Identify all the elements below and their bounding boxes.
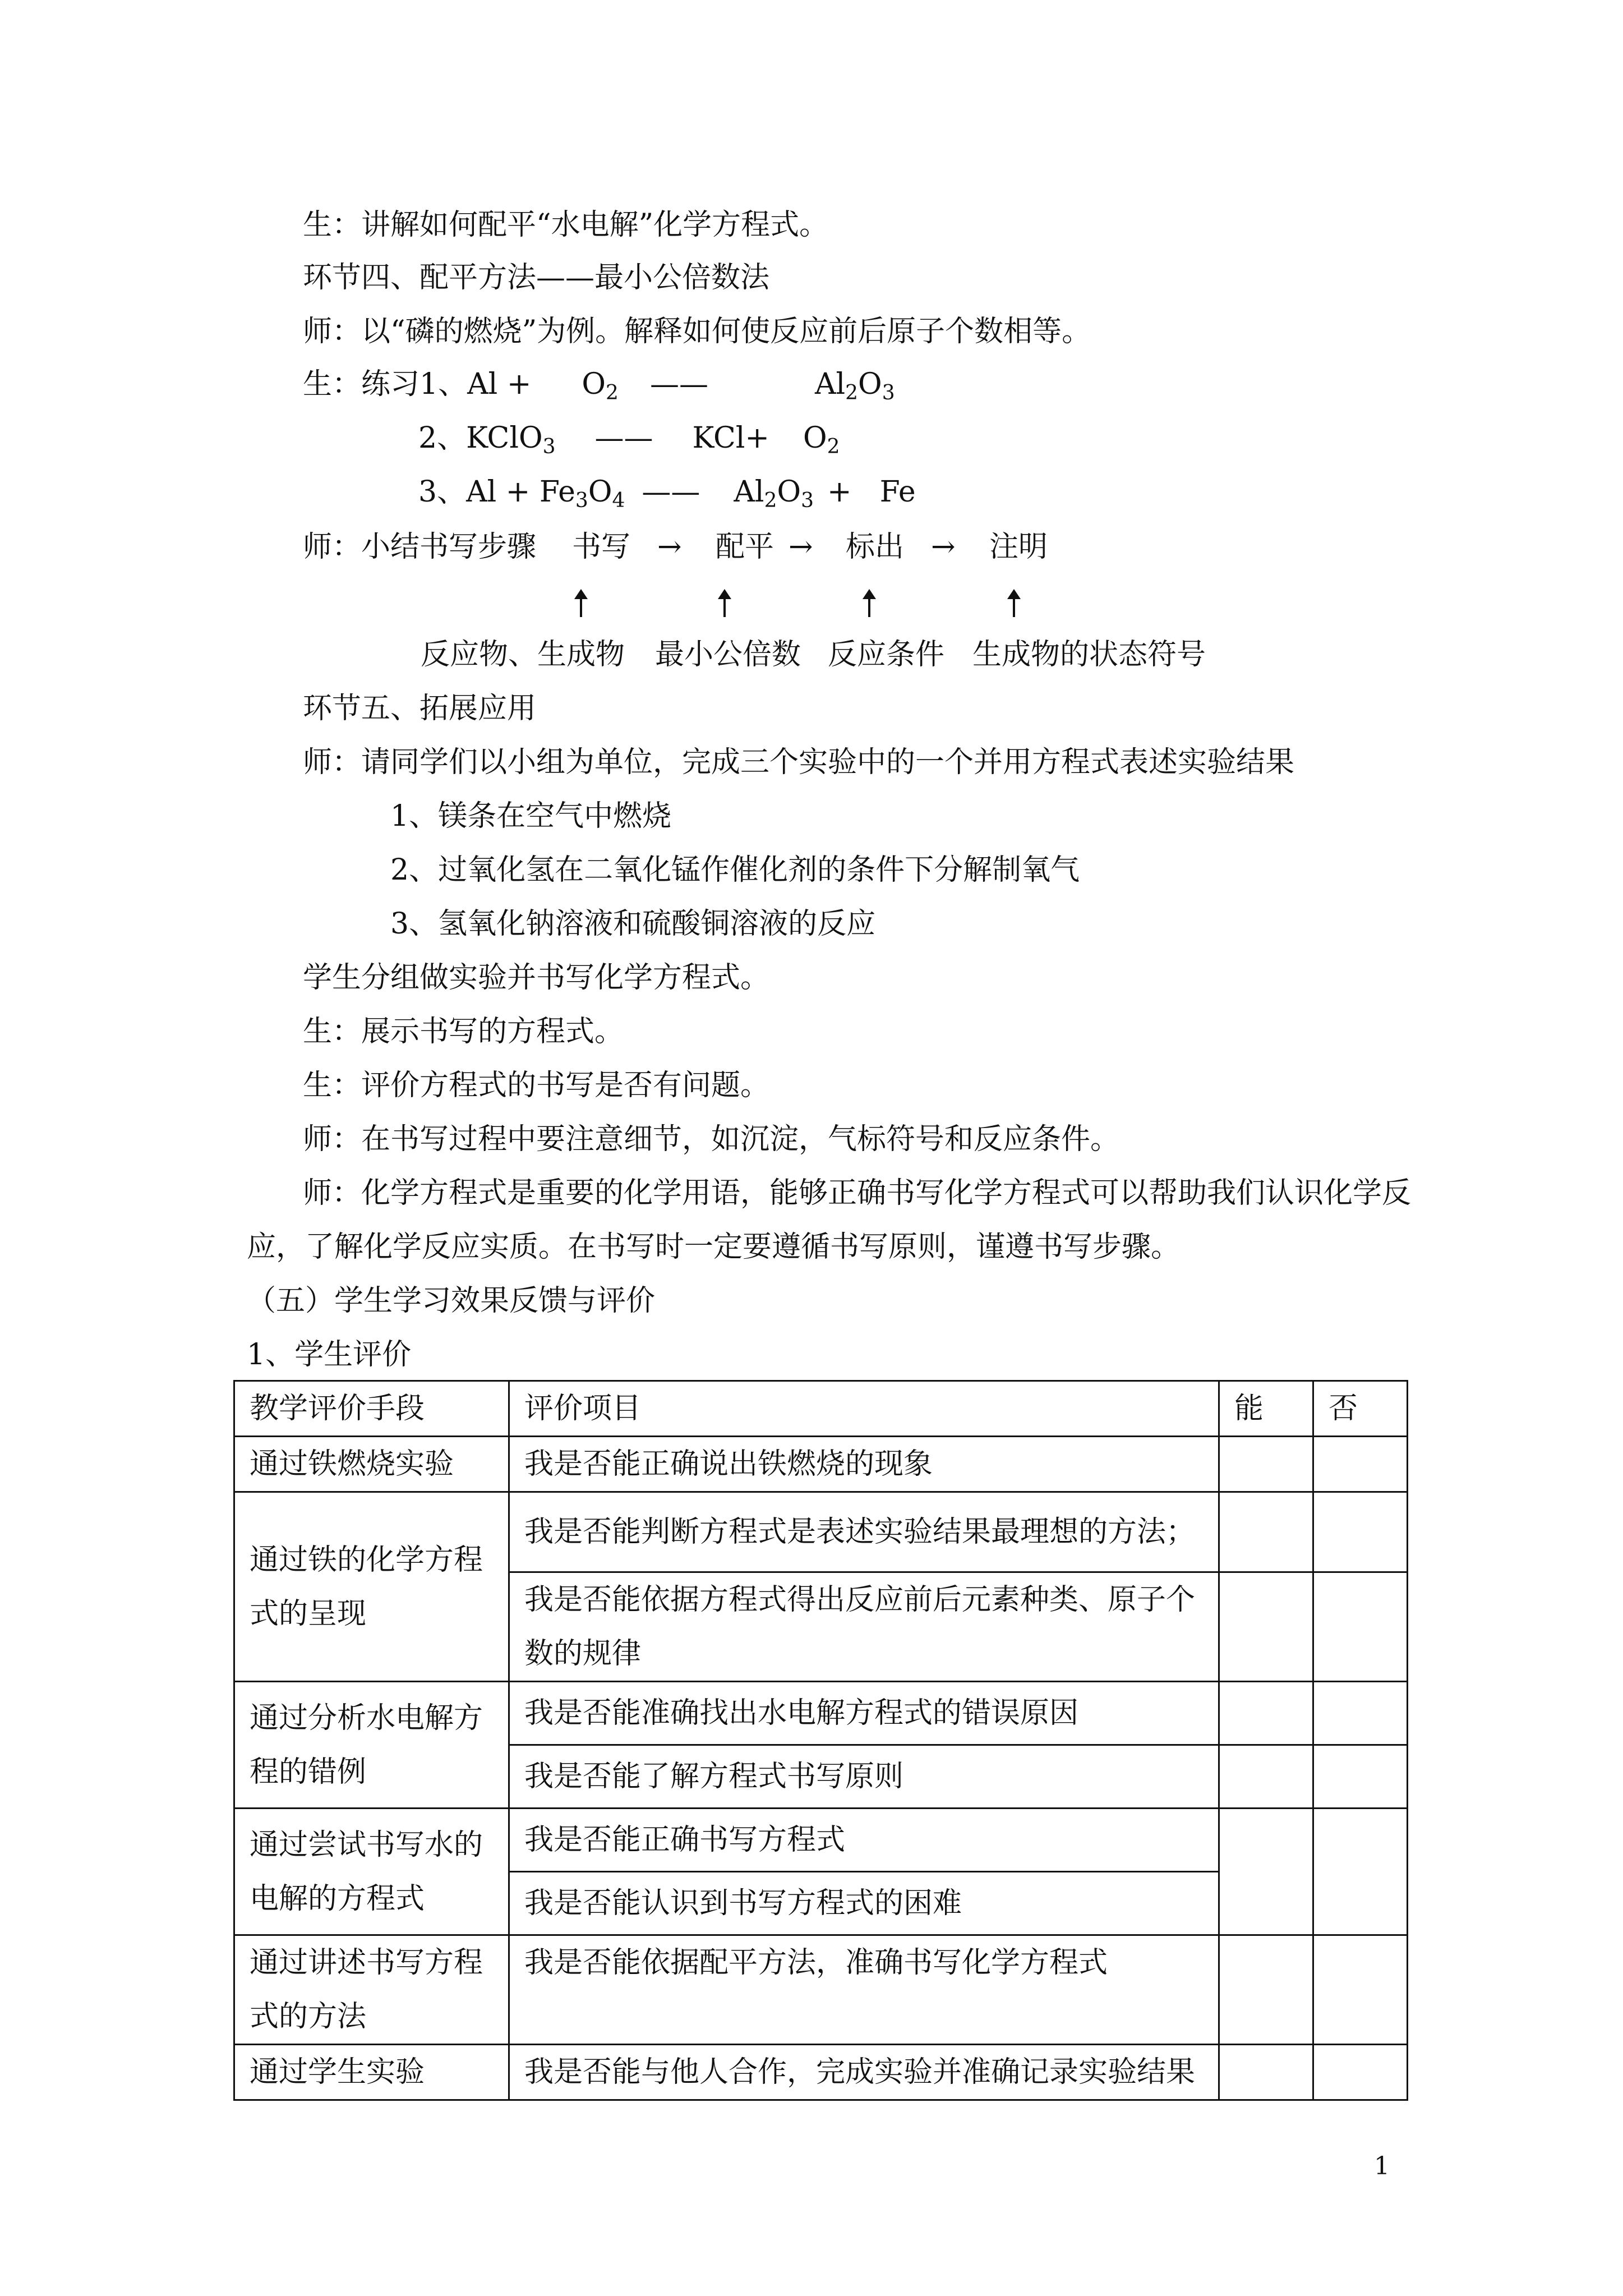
table-cell-yes bbox=[1219, 1935, 1313, 2045]
steps-intro: 师：小结书写步骤 bbox=[303, 530, 537, 564]
step-note-lcm: 最小公倍数 bbox=[655, 638, 801, 671]
table-row bbox=[234, 1437, 1408, 1492]
table-cell-no bbox=[1313, 1809, 1408, 1935]
table-cell-item: 我是否能认识到书写方程式的困难 bbox=[509, 1872, 1219, 1935]
experiment-item-1: 1、镁条在空气中燃烧 bbox=[390, 799, 672, 833]
step-mark: 标出 bbox=[846, 530, 905, 564]
paragraph-summary-line2: 应，了解化学反应实质。在书写时一定要遵循书写原则，谨遵书写步骤。 bbox=[247, 1230, 1181, 1264]
table-cell-yes bbox=[1219, 1437, 1313, 1492]
exercise-3-reactant-sub1: 3 bbox=[575, 489, 588, 512]
up-arrow-icon bbox=[868, 595, 870, 617]
table-cell-item: 我是否能正确书写方程式 bbox=[509, 1809, 1219, 1872]
table-cell-item: 我是否能判断方程式是表述实验结果最理想的方法； bbox=[509, 1492, 1219, 1572]
table-cell-yes bbox=[1219, 1492, 1313, 1572]
table-cell-no bbox=[1313, 1745, 1408, 1809]
table-cell-item: 我是否能了解方程式书写原则 bbox=[509, 1745, 1219, 1809]
table-header-row bbox=[234, 1381, 1408, 1437]
paragraph-summary-line1: 师：化学方程式是重要的化学用语，能够正确书写化学方程式可以帮助我们认识化学反 bbox=[303, 1176, 1412, 1210]
table-header-item: 评价项目 bbox=[509, 1381, 1219, 1437]
exercise-1-product-mid: O bbox=[858, 367, 882, 401]
exercise-3 bbox=[418, 472, 916, 512]
step-note-conditions: 反应条件 bbox=[828, 638, 945, 671]
exercise-3-reactant-mid: O bbox=[588, 475, 612, 509]
section-four-heading: 环节四、配平方法——最小公倍数法 bbox=[303, 261, 770, 295]
paragraph-group-experiment: 学生分组做实验并书写化学方程式。 bbox=[303, 961, 770, 995]
step-write: 书写 bbox=[572, 530, 631, 564]
exercise-1-product-sub2: 3 bbox=[882, 381, 895, 404]
table-cell-method: 通过学生实验 bbox=[234, 2045, 509, 2100]
table-cell-item: 我是否能准确找出水电解方程式的错误原因 bbox=[509, 1682, 1219, 1745]
table-cell-method: 通过尝试书写水的电解的方程式 bbox=[234, 1809, 509, 1935]
table-cell-no bbox=[1313, 1492, 1408, 1572]
experiment-item-2: 2、过氧化氢在二氧化锰作催化剂的条件下分解制氧气 bbox=[390, 853, 1080, 887]
exercise-3-product-a: Al bbox=[734, 475, 764, 509]
step-note: 注明 bbox=[989, 530, 1048, 564]
table-cell-item: 我是否能正确说出铁燃烧的现象 bbox=[509, 1437, 1219, 1492]
exercise-2-product-a: KCl+ bbox=[692, 421, 769, 455]
step-arrow-3: → bbox=[931, 530, 956, 564]
table-header-yes: 能 bbox=[1219, 1381, 1313, 1437]
table-cell-no bbox=[1313, 1572, 1408, 1682]
paragraph-show-equation: 生：展示书写的方程式。 bbox=[303, 1015, 624, 1048]
table-cell-no bbox=[1313, 2045, 1408, 2100]
exercise-intro: 生：练习 bbox=[303, 367, 420, 401]
exercise-2-product-b: O bbox=[803, 421, 827, 455]
step-note-state-symbols: 生成物的状态符号 bbox=[972, 638, 1206, 671]
exercise-2-reactant: KClO bbox=[466, 421, 543, 455]
table-cell-method: 通过铁的化学方程式的呈现 bbox=[234, 1492, 509, 1682]
section-feedback-heading: （五）学生学习效果反馈与评价 bbox=[247, 1284, 656, 1318]
evaluation-table bbox=[233, 1380, 1408, 2101]
up-arrow-icon bbox=[1013, 595, 1015, 617]
exercise-2-product-b-sub: 2 bbox=[827, 435, 840, 458]
step-note-reactants: 反应物、生成物 bbox=[421, 638, 625, 671]
table-cell-no bbox=[1313, 1437, 1408, 1492]
paragraph-teacher-example: 师：以“磷的燃烧”为例。解释如何使反应前后原子个数相等。 bbox=[303, 315, 1091, 348]
paragraph-student-explain: 生：讲解如何配平“水电解”化学方程式。 bbox=[303, 208, 829, 242]
exercise-1-product: Al bbox=[814, 367, 846, 401]
table-cell-item: 我是否能依据配平方法，准确书写化学方程式 bbox=[509, 1935, 1219, 2045]
table-cell-no bbox=[1313, 1935, 1408, 2045]
paragraph-teacher-details: 师：在书写过程中要注意细节，如沉淀，气标符号和反应条件。 bbox=[303, 1122, 1120, 1156]
table-row bbox=[234, 2045, 1408, 2100]
section-feedback-subheading: 1、学生评价 bbox=[247, 1338, 412, 1372]
table-header-no: 否 bbox=[1313, 1381, 1408, 1437]
step-arrow-2: → bbox=[789, 530, 813, 564]
table-cell-item: 我是否能与他人合作，完成实验并准确记录实验结果 bbox=[509, 2045, 1219, 2100]
paragraph-evaluate-equation: 生：评价方程式的书写是否有问题。 bbox=[303, 1069, 770, 1102]
table-cell-yes bbox=[1219, 2045, 1313, 2100]
table-row bbox=[234, 1935, 1408, 2045]
table-row bbox=[234, 1682, 1408, 1745]
table-cell-yes bbox=[1219, 1682, 1313, 1745]
table-cell-yes bbox=[1219, 1809, 1313, 1935]
exercise-3-product-a-sub2: 3 bbox=[801, 489, 814, 512]
exercise-3-number: 3、 bbox=[418, 475, 467, 509]
exercise-2 bbox=[418, 418, 840, 458]
exercise-2-arrow: —— bbox=[594, 421, 653, 455]
exercise-3-reactant-sub2: 4 bbox=[612, 489, 625, 512]
table-cell-no bbox=[1313, 1682, 1408, 1745]
exercise-3-product-a-sub1: 2 bbox=[764, 489, 777, 512]
table-cell-method: 通过分析水电解方程的错例 bbox=[234, 1682, 509, 1809]
experiment-item-3: 3、氢氧化钠溶液和硫酸铜溶液的反应 bbox=[390, 907, 876, 941]
up-arrow-icon bbox=[723, 595, 726, 617]
paragraph-teacher-task: 师：请同学们以小组为单位，完成三个实验中的一个并用方程式表述实验结果 bbox=[303, 746, 1295, 779]
exercise-1-reactant-b: O bbox=[582, 367, 606, 401]
step-balance: 配平 bbox=[716, 530, 774, 564]
table-cell-yes bbox=[1219, 1745, 1313, 1809]
exercise-3-reactants: Al + Fe bbox=[466, 475, 575, 509]
exercise-1-number: 1、 bbox=[419, 367, 468, 401]
exercise-3-arrow: —— bbox=[642, 475, 700, 509]
exercise-3-product-a-mid: O bbox=[777, 475, 801, 509]
exercise-1 bbox=[303, 365, 895, 404]
exercise-1-reactant-b-sub: 2 bbox=[606, 381, 619, 404]
exercise-2-reactant-sub: 3 bbox=[542, 435, 556, 458]
table-cell-method: 通过讲述书写方程式的方法 bbox=[234, 1935, 509, 2045]
exercise-2-number: 2、 bbox=[418, 421, 467, 455]
page-number: 1 bbox=[1374, 2152, 1390, 2180]
exercise-1-product-sub1: 2 bbox=[845, 381, 859, 404]
exercise-3-product-b: Fe bbox=[879, 475, 916, 509]
table-cell-item: 我是否能依据方程式得出反应前后元素种类、原子个数的规律 bbox=[509, 1572, 1219, 1682]
table-cell-method: 通过铁燃烧实验 bbox=[234, 1437, 509, 1492]
exercise-1-arrow: —— bbox=[649, 367, 708, 401]
table-row bbox=[234, 1492, 1408, 1572]
exercise-3-plus: + bbox=[827, 475, 852, 509]
step-arrow-1: → bbox=[657, 530, 682, 564]
section-five-heading: 环节五、拓展应用 bbox=[303, 692, 537, 725]
up-arrow-icon bbox=[580, 595, 582, 617]
table-row bbox=[234, 1809, 1408, 1872]
table-header-method: 教学评价手段 bbox=[234, 1381, 509, 1437]
table-cell-yes bbox=[1219, 1572, 1313, 1682]
exercise-1-reactant-a: Al + bbox=[467, 367, 532, 401]
